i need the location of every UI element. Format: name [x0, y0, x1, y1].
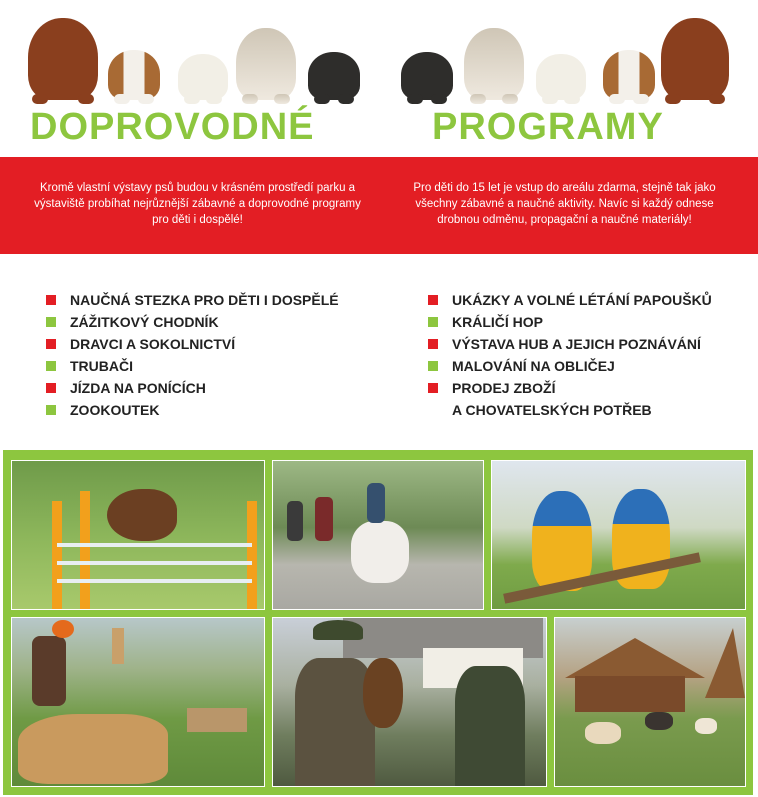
list-item: KRÁLIČÍ HOP — [428, 311, 712, 333]
title-right: PROGRAMY — [432, 106, 664, 148]
list-item: TRUBAČI — [46, 355, 339, 377]
program-list-right — [428, 289, 712, 421]
bullet-square-icon — [46, 383, 56, 393]
list-item: DRAVCI A SOKOLNICTVÍ — [46, 333, 339, 355]
list-item: VÝSTAVA HUB A JEJICH POZNÁVÁNÍ — [428, 333, 712, 355]
list-item: ZOOKOUTEK — [46, 399, 339, 421]
intro-text-right: Pro děti do 15 let je vstup do areálu zdarma, stejně tak jako všechny zábavné a naučné aktivity. Navíc si každý odnese drobnou odměnu, propagační a naučné materiály! — [413, 182, 716, 226]
bullet-square-icon — [428, 339, 438, 349]
dog-beagle-image — [108, 50, 160, 100]
photo-parrots — [491, 460, 746, 610]
list-item: UKÁZKY A VOLNÉ LÉTÁNÍ PAPOUŠKŮ — [428, 289, 712, 311]
list-item: JÍZDA NA PONÍCÍCH — [46, 377, 339, 399]
list-item: PRODEJ ZBOŽÍ — [428, 377, 712, 399]
title-left: DOPROVODNÉ — [30, 106, 315, 148]
program-lists — [0, 289, 758, 419]
bullet-square-icon — [428, 317, 438, 327]
bullet-square-icon — [428, 383, 438, 393]
photo-petting-zoo — [554, 617, 746, 787]
bullet-square-icon — [46, 405, 56, 415]
dog-dachshund-image — [28, 18, 98, 100]
bullet-square-icon — [46, 317, 56, 327]
program-list-left — [46, 289, 339, 421]
bullet-square-icon — [46, 361, 56, 371]
list-item: ZÁŽITKOVÝ CHODNÍK — [46, 311, 339, 333]
dog-scottie-image — [308, 52, 360, 100]
intro-text-left: Kromě vlastní výstavy psů budou v krásném prostředí parku a výstaviště probíhat nejrůznější zábavné a doprovodné programy pro děti i dospělé! — [34, 182, 361, 226]
photo-rabbit-hop — [11, 460, 265, 610]
list-item: NAUČNÁ STEZKA PRO DĚTI I DOSPĚLÉ — [46, 289, 339, 311]
list-item-continuation: A CHOVATELSKÝCH POTŘEB — [452, 402, 652, 418]
intro-band — [0, 157, 758, 254]
dog-scottie-image — [401, 52, 453, 100]
bullet-square-icon — [46, 295, 56, 305]
photo-collage — [3, 450, 753, 795]
dogs-illustration-right — [398, 18, 733, 100]
bullet-square-icon — [428, 361, 438, 371]
list-item: MALOVÁNÍ NA OBLIČEJ — [428, 355, 712, 377]
header — [0, 0, 758, 155]
photo-wood-carving — [11, 617, 265, 787]
dog-bearded-collie-image — [464, 28, 524, 100]
dog-dachshund-image — [661, 18, 729, 100]
bullet-square-icon — [46, 339, 56, 349]
photo-pony-ride — [272, 460, 484, 610]
photo-falconry — [272, 617, 547, 787]
dog-westie-image — [178, 54, 228, 100]
dog-beagle-image — [603, 50, 655, 100]
bullet-square-icon — [428, 295, 438, 305]
dog-bearded-collie-image — [236, 28, 296, 100]
dogs-illustration-left — [28, 18, 363, 100]
dog-westie-image — [536, 54, 586, 100]
